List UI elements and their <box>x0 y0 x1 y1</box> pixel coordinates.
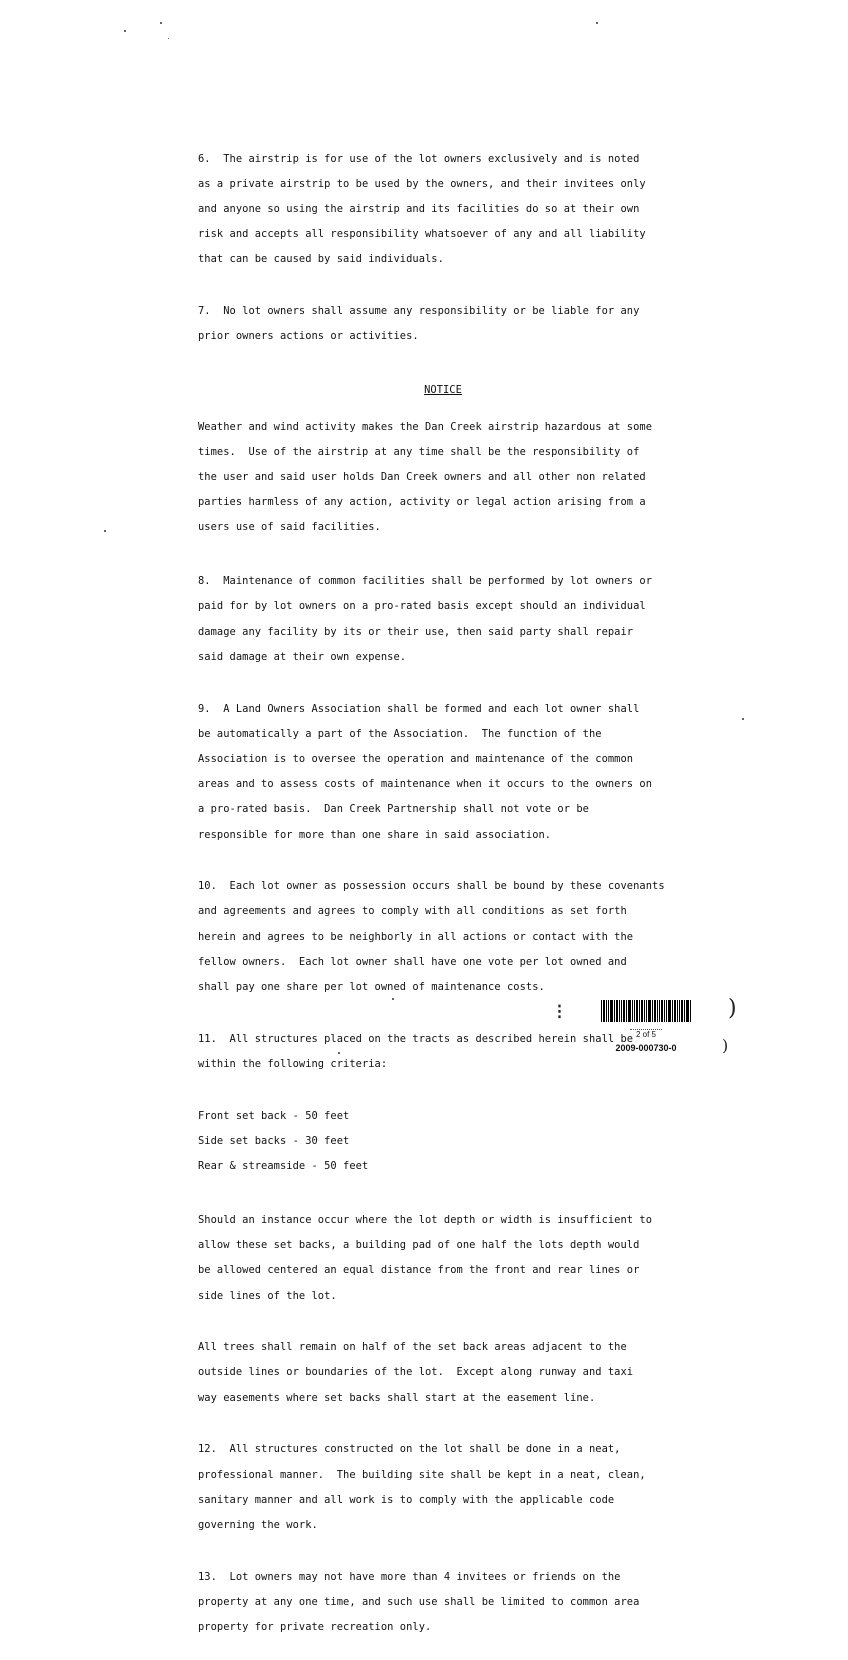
barcode-bar <box>608 1000 609 1022</box>
barcode-bar <box>666 1000 667 1022</box>
text-line: 10. Each lot owner as possession occurs shall be bound by these covenants <box>198 880 665 893</box>
setback-list <box>198 1097 688 1185</box>
text-line: users use of said facilities. <box>198 521 381 534</box>
notice-paragraph <box>198 408 688 547</box>
barcode-bar <box>674 1000 676 1022</box>
text-line: 12. All structures constructed on the lot shall be done in a neat, <box>198 1443 621 1456</box>
barcode-bar <box>634 1000 635 1022</box>
barcode-bar <box>681 1000 683 1022</box>
setback-front: Front set back - 50 feet <box>198 1109 350 1122</box>
setback-rear: Rear & streamside - 50 feet <box>198 1160 369 1173</box>
text-line: property at any one time, and such use shall be limited to common area <box>198 1595 640 1608</box>
text-line: Weather and wind activity makes the Dan Creek airstrip hazardous at some <box>198 420 653 433</box>
text-line: 13. Lot owners may not have more than 4 invitees or friends on the <box>198 1570 621 1583</box>
text-line: 7. No lot owners shall assume any responsibility or be liable for any <box>198 305 640 318</box>
barcode-bar <box>636 1000 638 1022</box>
text-line: within the following criteria: <box>198 1058 388 1070</box>
text-line: herein and agrees to be neighborly in all actions or contact with the <box>198 930 634 943</box>
barcode-bar <box>606 1000 607 1022</box>
barcode-bar <box>661 1000 663 1022</box>
barcode-bar <box>632 1000 633 1022</box>
stamp-bracket-right: ) <box>728 996 737 1021</box>
barcode-bar <box>623 1000 625 1022</box>
barcode-bar <box>614 1000 615 1022</box>
text-line: said damage at their own expense. <box>198 650 407 663</box>
text-line: sanitary manner and all work is to comply with the applicable code <box>198 1493 615 1506</box>
text-line: responsible for more than one share in said association. <box>198 828 552 841</box>
text-line: 9. A Land Owners Association shall be formed and each lot owner shall <box>198 702 640 715</box>
paragraph-7 <box>198 293 688 356</box>
barcode-bar <box>619 1000 620 1022</box>
text-line: that can be caused by said individuals. <box>198 253 444 266</box>
barcode-bar <box>654 1000 656 1022</box>
text-line: and agreements and agrees to comply with all conditions as set forth <box>198 905 627 918</box>
barcode-bar <box>616 1000 618 1022</box>
barcode-bar <box>686 1000 689 1022</box>
text-line: outside lines or boundaries of the lot. Except along runway and taxi <box>198 1366 634 1379</box>
text-line: 8. Maintenance of common facilities shall be performed by lot owners or <box>198 575 653 588</box>
text-line: 11. All structures placed on the tracts as described herein shall be <box>198 1032 634 1045</box>
barcode-bar <box>621 1000 622 1022</box>
text-line: way easements where set backs shall start at the easement line. <box>198 1391 596 1404</box>
text-line: All trees shall remain on half of the set back areas adjacent to the <box>198 1341 627 1354</box>
paragraph-trees <box>198 1329 688 1417</box>
scan-speck <box>104 530 106 532</box>
scan-speck <box>160 22 162 24</box>
barcode <box>596 1000 696 1022</box>
text-line: 6. The airstrip is for use of the lot owners exclusively and is noted <box>198 152 640 165</box>
text-line: fellow owners. Each lot owner shall have one vote per lot owned and <box>198 955 627 968</box>
barcode-bar <box>610 1000 613 1022</box>
barcode-bar <box>648 1000 651 1022</box>
barcode-bar <box>652 1000 653 1022</box>
text-line: professional manner. The building site shall be kept in a neat, clean, <box>198 1468 646 1481</box>
recording-stamp <box>596 1000 696 1054</box>
text-line: prior owners actions or activities. <box>198 330 419 343</box>
stamp-bracket-right-lower: ) <box>722 1036 729 1055</box>
text-line: the user and said user holds Dan Creek owners and all other non related <box>198 471 646 484</box>
text-line: Should an instance occur where the lot depth or width is insufficient to <box>198 1213 653 1226</box>
text-line: property for private recreation only. <box>198 1621 432 1634</box>
text-line: a pro-rated basis. Dan Creek Partnership shall not vote or be <box>198 803 589 816</box>
notice-heading: NOTICE <box>424 383 462 396</box>
stamp-bracket-left: ⁝ <box>556 1000 563 1025</box>
text-line: be allowed centered an equal distance from the front and rear lines or <box>198 1264 640 1277</box>
paragraph-instance <box>198 1201 688 1314</box>
barcode-bar <box>672 1000 673 1022</box>
barcode-bar <box>639 1000 640 1022</box>
paragraph-9 <box>198 690 688 854</box>
barcode-bar <box>646 1000 647 1022</box>
barcode-bar <box>657 1000 658 1022</box>
text-line: Association is to oversee the operation and maintenance of the common <box>198 752 634 765</box>
barcode-bar <box>664 1000 665 1022</box>
text-line: shall pay one share per lot owned of maintenance costs. <box>198 981 545 994</box>
scan-speck <box>168 38 169 39</box>
barcode-bar <box>684 1000 685 1022</box>
text-line: side lines of the lot. <box>198 1289 337 1302</box>
barcode-bar <box>601 1000 602 1022</box>
text-line: governing the work. <box>198 1519 318 1531</box>
barcode-bar <box>628 1000 631 1022</box>
document-number: 2009-000730-0 <box>615 1043 677 1053</box>
text-line: risk and accepts all responsibility whatsoever of any and all liability <box>198 228 646 241</box>
paragraph-13 <box>198 1558 688 1646</box>
text-line: as a private airstrip to be used by the owners, and their invitees only <box>198 177 646 190</box>
barcode-bar <box>668 1000 671 1022</box>
setback-side: Side set backs - 30 feet <box>198 1134 350 1147</box>
paragraph-8 <box>198 563 688 676</box>
text-line: areas and to assess costs of maintenance when it occurs to the owners on <box>198 778 653 791</box>
paragraph-12 <box>198 1431 688 1544</box>
page-count: 2 of 5 <box>630 1029 662 1039</box>
barcode-bar <box>677 1000 678 1022</box>
text-line: paid for by lot owners on a pro-rated basis except should an individual <box>198 600 646 613</box>
barcode-bar <box>603 1000 605 1022</box>
text-line: times. Use of the airstrip at any time shall be the responsibility of <box>198 445 640 458</box>
document-page <box>198 140 688 1660</box>
paragraph-10 <box>198 868 688 1007</box>
paragraph-6 <box>198 140 688 279</box>
barcode-bar <box>679 1000 680 1022</box>
text-line: parties harmless of any action, activity or legal action arising from a <box>198 496 646 509</box>
scan-speck <box>742 718 744 720</box>
text-line: be automatically a part of the Association. The function of the <box>198 727 602 740</box>
barcode-bar <box>641 1000 643 1022</box>
text-line: and anyone so using the airstrip and its facilities do so at their own <box>198 202 640 215</box>
barcode-bar <box>626 1000 627 1022</box>
barcode-bar <box>690 1000 691 1022</box>
scan-speck <box>124 30 126 32</box>
text-line: allow these set backs, a building pad of one half the lots depth would <box>198 1239 640 1252</box>
scan-speck <box>596 22 598 24</box>
text-line: damage any facility by its or their use, then said party shall repair <box>198 625 634 638</box>
barcode-bar <box>659 1000 660 1022</box>
barcode-bar <box>644 1000 645 1022</box>
